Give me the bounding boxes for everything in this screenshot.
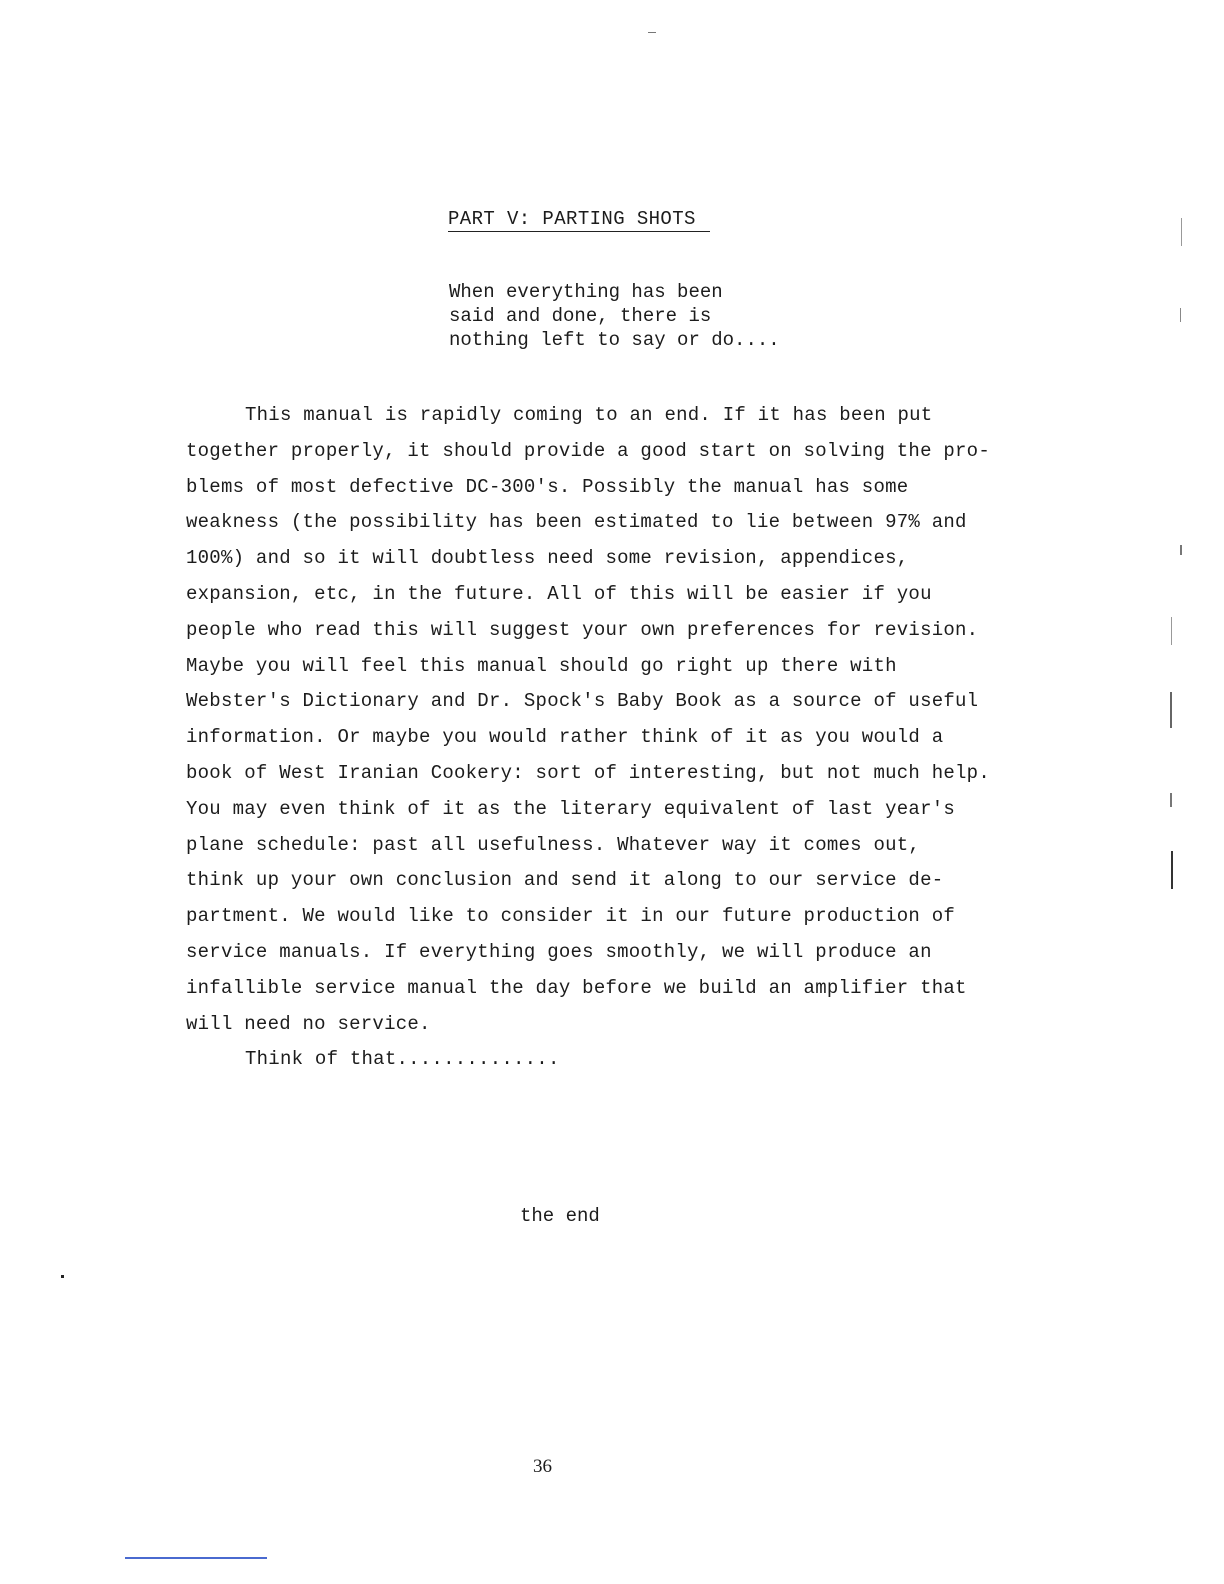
body-line: together properly, it should provide a good start on solving the pro- xyxy=(186,439,990,462)
body-line: think up your own conclusion and send it along to our service de- xyxy=(186,869,944,892)
body-line: book of West Iranian Cookery: sort of interesting, but not much help. xyxy=(186,761,990,784)
epigraph xyxy=(449,280,780,352)
scan-artifact xyxy=(1170,692,1172,728)
body-line: This manual is rapidly coming to an end. If it has been put xyxy=(245,404,933,426)
scan-artifact xyxy=(1171,851,1173,889)
body-line: partment. We would like to consider it in our future production of xyxy=(186,905,956,928)
closing-text: the end xyxy=(520,1205,600,1227)
body-line: You may even think of it as the literary equivalent of last year's xyxy=(186,797,956,820)
bottom-rule xyxy=(125,1557,267,1559)
final-line: Think of that.............. xyxy=(245,1048,560,1071)
scan-artifact xyxy=(1170,793,1172,807)
scan-artifact xyxy=(1181,218,1182,246)
page-number: 36 xyxy=(533,1456,552,1477)
section-heading: PART V: PARTING SHOTS xyxy=(448,208,710,232)
body-paragraph xyxy=(186,398,1026,1078)
epigraph-line: said and done, there is xyxy=(449,305,712,327)
scan-artifact xyxy=(648,32,656,33)
body-line: weakness (the possibility has been estimated to lie between 97% and xyxy=(186,511,967,534)
body-line: service manuals. If everything goes smoothly, we will produce an xyxy=(186,940,932,963)
body-line: people who read this will suggest your own preferences for revision. xyxy=(186,618,979,641)
epigraph-line: When everything has been xyxy=(449,281,723,303)
scan-artifact xyxy=(1180,308,1181,322)
scan-artifact xyxy=(1171,617,1172,645)
epigraph-line: nothing left to say or do.... xyxy=(449,329,780,351)
body-line: blems of most defective DC-300's. Possibly the manual has some xyxy=(186,475,909,498)
scan-artifact xyxy=(1180,545,1182,555)
body-line: Webster's Dictionary and Dr. Spock's Baby Book as a source of useful xyxy=(186,690,979,713)
scan-artifact xyxy=(61,1275,64,1278)
body-line: infallible service manual the day before we build an amplifier that xyxy=(186,976,967,999)
body-line: Maybe you will feel this manual should go right up there with xyxy=(186,654,897,677)
body-line: expansion, etc, in the future. All of this will be easier if you xyxy=(186,582,932,605)
body-line: will need no service. xyxy=(186,1012,431,1035)
body-line: plane schedule: past all usefulness. Whatever way it comes out, xyxy=(186,833,921,856)
body-line: information. Or maybe you would rather think of it as you would a xyxy=(186,726,944,749)
body-line: 100%) and so it will doubtless need some revision, appendices, xyxy=(186,547,909,570)
